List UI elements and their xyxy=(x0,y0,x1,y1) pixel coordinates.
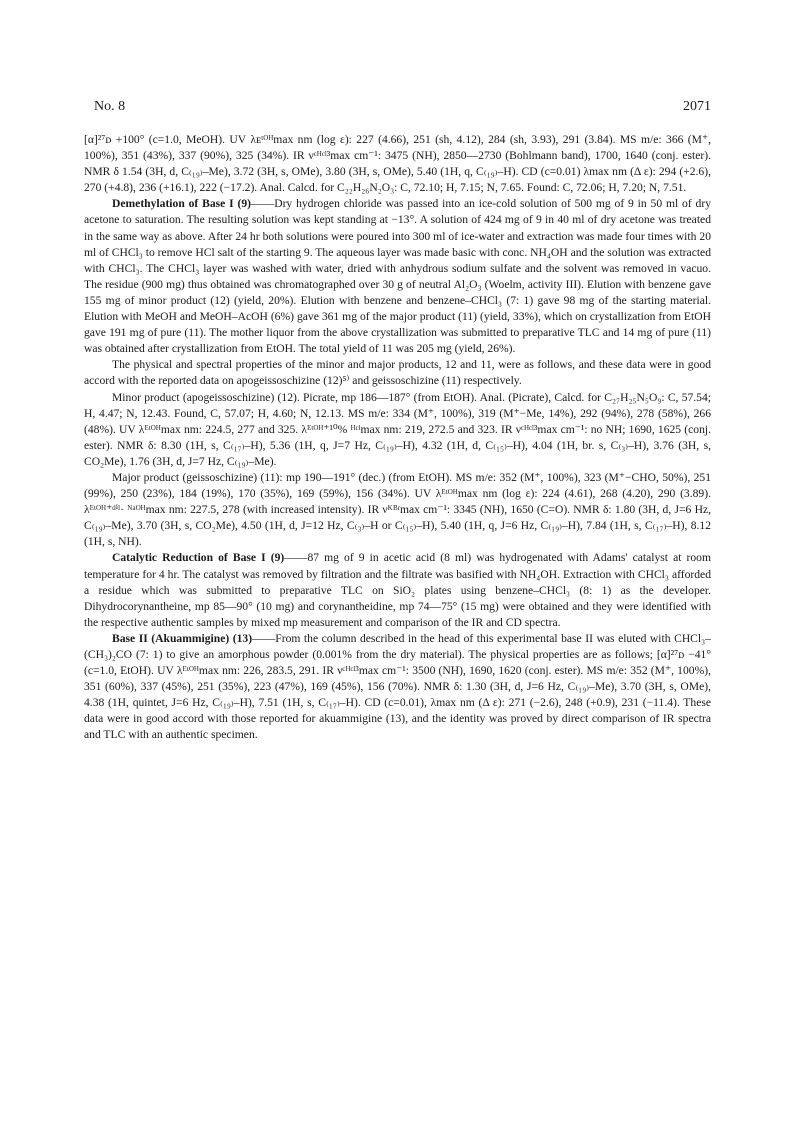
journal-issue: No. 8 xyxy=(94,99,126,114)
page-number: 2071 xyxy=(683,99,711,114)
paragraph-text: ——From the column described in the head of this experimental base II was eluted with CHCl₃–(CH₃)₂CO (7: 1) to give an amorphous powder (0.001% from the dry material). The physical properties are as follows; [α]²⁷ᴅ −41° (c=1.0, EtOH). UV λᴱᵗᴼᴴmax nm: 226, 283.5, 291. IR νᶜᴴᶜˡ³max cm⁻¹: 3500 (NH), 1690, 1620 (conj. ester). MS m/e: 352 (M⁺, 100%), 351 (60%), 337 (45%), 251 (35%), 223 (47%), 169 (45%), 156 (70%). NMR δ: 1.30 (3H, d, J=6 Hz, C₍₁₉₎–Me), 3.70 (3H, s, OMe), 4.38 (1H, quintet, J=6 Hz, C₍₁₉₎–H), 7.51 (1H, s, C₍₁₇₎–H). CD (c=0.01), λmax nm (Δ ε): 271 (−2.6), 248 (+0.9), 231 (−11.4). These data were in good accord with those reported for akuammigine (13), and the identity was proved by direct comparison of IR spectra and TLC with an authentic specimen. xyxy=(84,631,711,742)
section-heading-catalytic-reduction: Catalytic Reduction of Base I (9) xyxy=(112,551,285,565)
paragraph-major-product xyxy=(84,470,711,550)
paragraph-base-ii xyxy=(84,631,711,744)
paragraph-catalytic-reduction xyxy=(84,550,711,630)
paragraph-minor-product xyxy=(84,390,711,470)
section-heading-base-ii: Base II (Akuammigine) (13) xyxy=(112,631,253,645)
paragraph-text: The physical and spectral properties of the minor and major products, 12 and 11, were as follows, and these data were in good accord with the reported data on apogeissoschizine (12)⁵⁾ and geissoschizine (11) respectively. xyxy=(84,358,711,388)
paragraph-text: Minor product (apogeissoschizine) (12). Picrate, mp 186—187° (from EtOH). Anal. (Picrate), Calcd. for C₂₇H₂₅N₅O₉: C, 57.54; H, 4.47; N, 12.43. Found, C, 57.07; H, 4.60; N, 12.13. MS m/e: 334 (M⁺, 100%), 319 (M⁺−Me, 14%), 292 (94%), 278 (58%), 266 (48%). UV λᴱᵗᴼᴴmax nm: 224.5, 277 and 325. λᴱᵗᴼᴴ⁺¹⁰% ᴴᶜˡmax nm: 219, 272.5 and 323. IR νᶜᴴᶜˡ³max cm⁻¹: no NH; 1690, 1625 (conj. ester). NMR δ: 8.30 (1H, s, C₍₁₇₎–H), 5.36 (1H, q, J=7 Hz, C₍₁₉₎–H), 4.32 (1H, d, C₍₁₅₎–H), 4.04 (1H, br. s, C₍₃₎–H), 3.76 (3H, s, CO₂Me), 1.76 (3H, d, J=7 Hz, C₍₁₉₎–Me). xyxy=(84,390,711,468)
paragraph-text: Major product (geissoschizine) (11): mp 190—191° (dec.) (from EtOH). MS m/e: 352 (M⁺, 100%), 323 (M⁺−CHO, 50%), 251 (99%), 250 (23%), 184 (19%), 170 (35%), 169 (59%), 156 (34%). UV λᴱᵗᴼᴴmax nm (log ε): 224 (4.61), 268 (4.20), 290 (3.89). λᴱᵗᴼᴴ⁺ᵈⁱˡ· ᴺᵃᴼᴴmax nm: 227.5, 278 (with increased intensity). IR νᴷᴮʳmax cm⁻¹: 3345 (NH), 1650 (C=O). NMR δ: 1.80 (3H, d, J=6 Hz, C₍₁₉₎–Me), 3.70 (3H, s, CO₂Me), 4.50 (1H, d, J=12 Hz, C₍₃₎–H or C₍₁₅₎–H), 5.40 (1H, q, J=6 Hz, C₍₁₉₎–H), 7.84 (1H, s, C₍₁₇₎–H), 8.12 (1H, s, NH). xyxy=(84,470,711,549)
paragraph-text: ——87 mg of 9 in acetic acid (8 ml) was hydrogenated with Adams' catalyst at room temperature for 4 hr. The catalyst was removed by filtration and the filtrate was basified with NH₄OH. Extraction with CHCl₃ afforded a residue which was submitted to preparative TLC on SiO₂ plates using benzene–CHCl₃ (8: 1) as the developer. Dihydrocorynantheine, mp 85—90° (10 mg) and corynantheidine, mp 74—75° (15 mg) were obtained and they were identified with the respective authentic samples by mixed mp measurement and comparison of the IR and CD spectra. xyxy=(84,551,711,629)
section-heading-demethylation: Demethylation of Base I (9) xyxy=(112,197,252,211)
paragraph-text: ——Dry hydrogen chloride was passed into an ice-cold solution of 500 mg of 9 in 50 ml of dry acetone to saturation. The resulting solution was kept standing at −13°. A solution of 424 mg of 9 in 40 ml of dry acetone was treated in the same way as above. After 24 hr both solutions were poured into 300 ml of ice-water and extraction was made four times with 20 ml of CHCl₃ to remove HCl salt of the starting 9. The aqueous layer was made basic with conc. NH₄OH and the solution was extracted with CHCl₃. The CHCl₃ layer was washed with water, dried with anhydrous sodium sulfate and the solvent was removed in vacuo. The residue (900 mg) thus obtained was chromatographed over 30 g of neutral Al₂O₃ (Woelm, activity III). Elution with benzene gave 155 mg of minor product (12) (yield, 20%). Elution with benzene and benzene–CHCl₃ (7: 1) gave 98 mg of the starting material. Elution with MeOH and MeOH–AcOH (6%) gave 361 mg of the major product (11) (yield, 33%), which on crystallization from EtOH gave 191 mg of pure (11). The mother liquor from the above crystallization was submitted to preparative TLC and 14 mg of pure (11) was obtained after crystallization from EtOH. The total yield of 11 was 205 mg (yield, 26%). xyxy=(84,197,712,356)
paragraph-demethylation xyxy=(84,196,711,357)
paragraph-product-summary xyxy=(84,357,711,389)
paragraph-base-i-properties xyxy=(84,132,711,196)
experimental-section xyxy=(84,132,711,744)
paragraph-text: [α]²⁷ᴅ +100° (c=1.0, MeOH). UV λᴇᵗᴼᴴmax nm (log ε): 227 (4.66), 251 (sh, 4.12), 284 (sh, 3.93), 291 (3.84). MS m/e: 366 (M⁺, 100%), 351 (43%), 337 (90%), 325 (34%). IR νᶜᴴᶜˡ³max cm⁻¹: 3475 (NH), 2850—2730 (Bohlmann band), 1700, 1640 (conj. ester). NMR δ 1.54 (3H, d, C₍₁₉₎–Me), 3.72 (3H, s, OMe), 3.80 (3H, s, OMe), 5.40 (1H, q, C₍₁₉₎–H). CD (c=0.01) λmax nm (Δ ε): 294 (+2.6), 270 (+4.8), 236 (+16.1), 222 (−17.2). Anal. Calcd. for C₂₂H₂₆N₂O₃: C, 72.10; H, 7.15; N, 7.65. Found: C, 72.06; H, 7.20; N, 7.51. xyxy=(84,133,711,195)
